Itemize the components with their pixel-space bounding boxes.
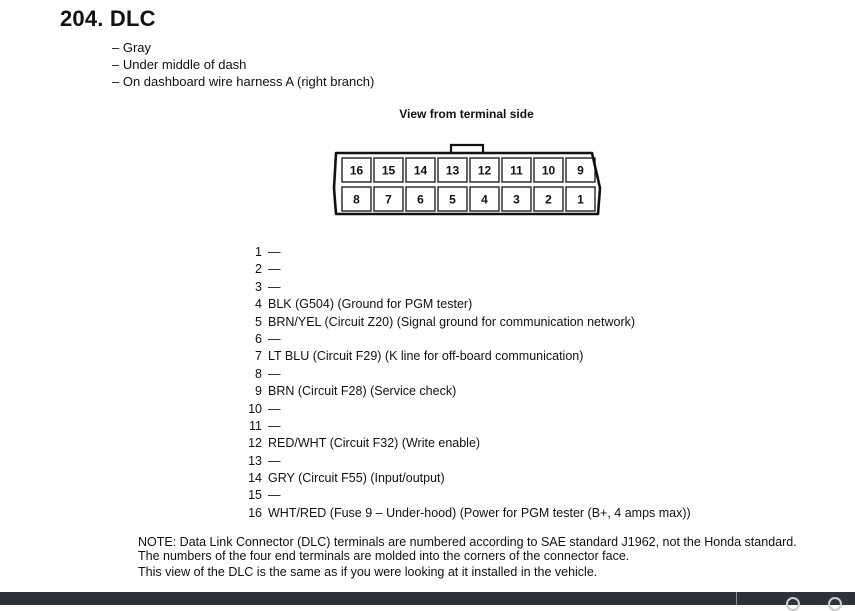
pin-list bbox=[248, 244, 691, 522]
pin-cell-label: 11 bbox=[510, 163, 523, 178]
note-color: – Gray bbox=[112, 40, 152, 55]
note-location: – Under middle of dash bbox=[112, 57, 247, 72]
connector-diagram bbox=[330, 142, 605, 220]
pin-number: 6 bbox=[255, 331, 262, 346]
pin-description: GRY (Circuit F55) (Input/output) bbox=[268, 471, 445, 486]
pin-row bbox=[248, 401, 691, 418]
pin-row bbox=[248, 435, 691, 452]
pin-number: 15 bbox=[248, 488, 262, 503]
bottom-toolbar bbox=[0, 592, 855, 605]
toolbar-divider bbox=[736, 592, 737, 605]
pin-cell-label: 16 bbox=[349, 163, 364, 178]
pin-description: LT BLU (Circuit F29) (K line for off-board communication) bbox=[268, 349, 584, 364]
pin-number: 4 bbox=[255, 297, 262, 312]
pin-row bbox=[248, 366, 691, 383]
pin-number: 13 bbox=[248, 453, 262, 468]
pin-cell-label: 5 bbox=[449, 192, 456, 207]
pin-cell-label: 7 bbox=[385, 192, 392, 207]
pin-number: 3 bbox=[255, 279, 262, 294]
pin-cell-label: 10 bbox=[541, 163, 556, 178]
pin-row bbox=[248, 418, 691, 435]
pin-cells bbox=[342, 158, 595, 211]
page-title: 204. DLC bbox=[60, 6, 156, 31]
pin-number: 8 bbox=[255, 366, 262, 381]
pin-description: — bbox=[268, 453, 281, 468]
pin-row bbox=[248, 470, 691, 487]
pin-number: 10 bbox=[248, 401, 262, 416]
pin-description: — bbox=[268, 418, 281, 433]
pin-row bbox=[248, 296, 691, 313]
pin-cell-label: 1 bbox=[577, 192, 584, 207]
pin-row bbox=[248, 348, 691, 365]
pin-number: 16 bbox=[248, 505, 262, 520]
toolbar-control-icon[interactable] bbox=[828, 597, 842, 611]
toolbar-control-icon[interactable] bbox=[786, 597, 800, 611]
pin-description: — bbox=[268, 366, 281, 381]
pin-description: — bbox=[268, 279, 281, 294]
pin-description: BRN (Circuit F28) (Service check) bbox=[268, 384, 457, 399]
pin-description: BRN/YEL (Circuit Z20) (Signal ground for communication network) bbox=[268, 314, 636, 329]
note-harness: – On dashboard wire harness A (right branch) bbox=[112, 74, 375, 89]
pin-row bbox=[248, 453, 691, 470]
pin-row bbox=[248, 314, 691, 331]
pin-cell-label: 6 bbox=[417, 192, 424, 207]
footnote bbox=[138, 536, 838, 580]
pin-cell-label: 3 bbox=[513, 192, 520, 207]
pin-number: 5 bbox=[255, 314, 262, 329]
footnote-line: The numbers of the four end terminals are molded into the corners of the connector face. bbox=[138, 548, 630, 563]
pin-row bbox=[248, 279, 691, 296]
pin-description: RED/WHT (Circuit F32) (Write enable) bbox=[268, 436, 481, 451]
pin-cell-label: 2 bbox=[545, 192, 552, 207]
pin-number: 2 bbox=[255, 262, 262, 277]
pin-cell-label: 8 bbox=[353, 192, 360, 207]
pin-description: — bbox=[268, 262, 281, 277]
pin-cell-label: 15 bbox=[381, 163, 396, 178]
pin-number: 11 bbox=[249, 418, 262, 433]
pin-row bbox=[248, 244, 691, 261]
location-notes bbox=[112, 39, 374, 90]
pin-description: — bbox=[268, 245, 281, 259]
pin-cell-label: 9 bbox=[577, 163, 584, 178]
pin-cell-label: 4 bbox=[481, 192, 488, 207]
pin-row bbox=[248, 505, 691, 522]
pin-cell-label: 14 bbox=[413, 163, 428, 178]
footnote-line: This view of the DLC is the same as if you were looking at it installed in the vehicle. bbox=[138, 565, 598, 579]
pin-row bbox=[248, 331, 691, 348]
view-caption: View from terminal side bbox=[399, 107, 534, 121]
pin-number: 7 bbox=[255, 349, 262, 364]
pin-number: 12 bbox=[248, 436, 262, 451]
pin-description: WHT/RED (Fuse 9 – Under-hood) (Power for PGM tester (B+, 4 amps max)) bbox=[268, 505, 691, 520]
pin-row bbox=[248, 383, 691, 400]
pin-description: — bbox=[268, 401, 281, 416]
pin-number: 1 bbox=[255, 245, 262, 259]
footnote-line: NOTE: Data Link Connector (DLC) terminals are numbered according to SAE standard J1962, not the Honda standard. bbox=[138, 535, 797, 549]
pin-description: — bbox=[268, 331, 281, 346]
pin-number: 14 bbox=[248, 471, 262, 486]
pin-row bbox=[248, 487, 691, 504]
pin-description: — bbox=[268, 488, 281, 503]
pin-row bbox=[248, 261, 691, 278]
pin-cell-label: 12 bbox=[477, 163, 492, 178]
pin-cell-label: 13 bbox=[445, 163, 460, 178]
pin-description: BLK (G504) (Ground for PGM tester) bbox=[268, 297, 473, 312]
pin-number: 9 bbox=[255, 384, 262, 399]
